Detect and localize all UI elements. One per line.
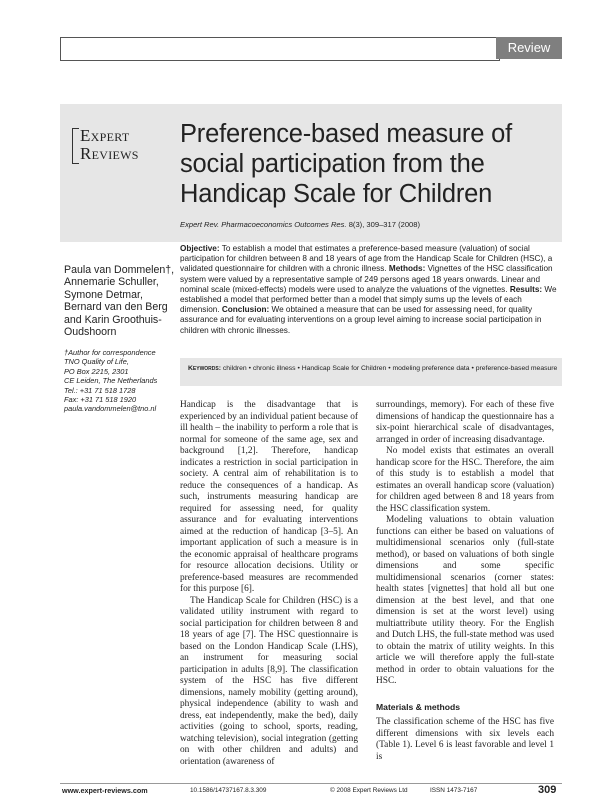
affiliation-line: PO Box 2215, 2301 — [64, 366, 129, 376]
abstract-methods-label: Methods: — [388, 264, 426, 274]
logo-bracket-top — [72, 128, 79, 145]
keywords-list: children • chronic illness • Handicap Scale for Children • modeling preference data • preference-based measure — [222, 365, 558, 372]
body-column-right — [376, 400, 554, 763]
footer-doi: 10.1586/14737167.8.3.309 — [190, 787, 267, 794]
abstract-results: We established a model that performed better than a model that simply sums up the levels of each dimension. — [180, 284, 557, 315]
citation-details: 8(3), 309–317 (2008) — [348, 220, 421, 229]
affiliation — [64, 348, 176, 414]
logo-bracket-bottom — [72, 145, 79, 164]
affiliation-line: Tel.: +31 71 518 1728 — [64, 385, 136, 395]
body-paragraph: Modeling valuations to obtain valuation functions can either be based on valuations of multidimensional scenarios only (full-state method), or based on valuations of both single dimensions and some specific multidimensional scenarios (corner states: health states [vignettes] that hold all but one dimension at the best level, and that one dimension is set at the worst level) using multiattribute utility theory. For the English and Dutch LHS, the full-state method was used to obtain the matrix of utility weights. In this article we will therefore apply the full-state method in order to obtain valuations for the HSC. — [376, 515, 554, 686]
article-title: Preference-based measure of social participation from the Handicap Scale for Children — [180, 120, 512, 208]
section-tab: Review — [496, 37, 562, 59]
section-heading: Materials & methods — [376, 701, 461, 712]
body-paragraph: The Handicap Scale for Children (HSC) is a validated utility instrument with regard to social participation for children between 8 and 18 years of age [7]. The HSC questionnaire is based on the London Handicap Scale (LHS), an instrument for measuring social participation in adults [8,9]. The classification system of the HSC has five different dimensions, namely mobility (getting around), physical independence (ability to wash and dress, eat independently, make the bed), daily activities (going to school, sports, reading, watching television), social integration (getting on with other children and adults) and orientation (awareness of — [180, 595, 358, 767]
abstract-results-label: Results: — [509, 284, 543, 294]
citation — [180, 220, 560, 229]
abstract-conclusion-label: Conclusion: — [221, 305, 270, 315]
body-paragraph: surroundings, memory). For each of these five dimensions of handicap the questionnaire has a six-point hierarchical scale of disadvantages, arranged in order of increasing disadvantage. — [376, 400, 554, 445]
body-paragraph: The classification scheme of the HSC has five different dimensions with six levels each (Table 1). Level 6 is least favorable and level 1 is — [376, 717, 554, 762]
footer-copyright: © 2008 Expert Reviews Ltd — [330, 787, 408, 794]
header-bar — [60, 37, 500, 61]
citation-journal: Expert Rev. Pharmacoeconomics Outcomes Res. — [180, 220, 347, 229]
abstract-methods: Vignettes of the HSC classification system were valued by a representative sample of 249 persons aged 18 years onwards. Linear and nominal scale (mixed-effects) models were used to analyze the valuations of the vignettes. — [180, 264, 553, 294]
logo-line1: Expert — [80, 126, 130, 145]
abstract — [180, 244, 560, 336]
authors: Paula van Dommelen†, Annemarie Schuller, Symone Detmar, Bernard van den Berg and Karin Groothuis-Oudshoorn — [64, 264, 175, 339]
footer-site[interactable]: www.expert-reviews.com — [62, 786, 148, 795]
abstract-conclusion: We obtained a measure that can be used for assessing need, for quality assurance and for evaluating interventions on a group level aiming to increase social participation in children with chronic illnesses. — [180, 305, 542, 335]
affiliation-line: †Author for correspondence — [64, 348, 156, 357]
keywords — [188, 364, 558, 373]
abstract-objective-label: Objective: — [180, 244, 220, 253]
journal-logo — [72, 126, 154, 166]
affiliation-line: CE Leiden, The Netherlands — [64, 376, 158, 386]
footer-divider — [60, 783, 562, 784]
body-paragraph: No model exists that estimates an overall handicap score for the HSC. Therefore, the aim of this study is to establish a model that estimates an overall handicap score (valuation) for children aged between 8 and 18 years from the HSC classification system. — [376, 446, 554, 514]
affiliation-line: Fax: +31 71 518 1920 — [64, 395, 137, 405]
body-column-left — [180, 400, 358, 768]
footer-issn: ISSN 1473-7167 — [430, 787, 478, 794]
page-number: 309 — [538, 784, 557, 796]
keywords-label: Keywords: — [188, 365, 222, 372]
body-paragraph: Handicap is the disadvantage that is experienced by an individual patient because of ill health – the inability to perform a role that is normal for someone of the same age, sex and background [1,2]. Therefore, handicap indicates a restriction in social participation in society. A central aim of rehabilitation is to reduce the consequences of a handicap. As such, instruments measuring handicap are required for assessing need, for quality assurance and for evaluating interventions aimed at the reduction of handicap [3–5]. An important application of such a measure is in the economic appraisal of healthcare programs for resource allocation decisions. Utility or preference-based measures are recommended for this purpose [6]. — [180, 400, 358, 594]
abstract-objective: To establish a model that estimates a preference-based measure (valuation) of social participation for children between 8 and 18 years of age from the Handicap Scale for Children (HSC), a validated questionnaire for children with a chronic illness. — [180, 244, 553, 274]
affiliation-email[interactable]: paula.vandommelen@tno.nl — [64, 404, 157, 414]
logo-line2: Reviews — [80, 144, 139, 163]
affiliation-line: TNO Quality of Life, — [64, 357, 129, 367]
